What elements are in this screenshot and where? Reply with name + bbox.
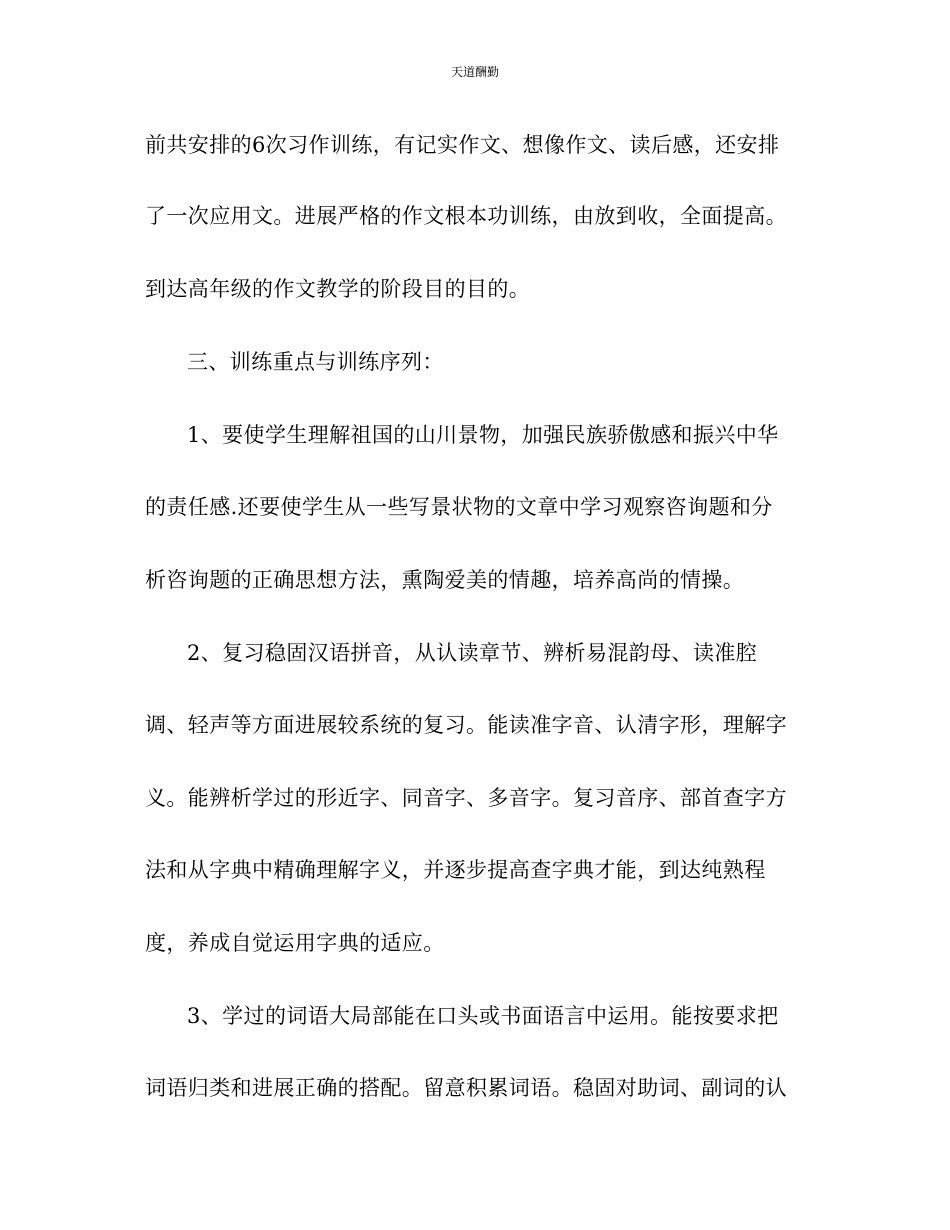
section-heading: 三、训练重点与训练序列： bbox=[187, 350, 444, 374]
text-line: 词语归类和进展正确的搭配。留意积累词语。稳固对助词、副词的认 bbox=[145, 1076, 787, 1100]
page-header: 天道酬勤 bbox=[450, 65, 499, 79]
text-line: 义。能辨析学过的形近字、同音字、多音字。复习音序、部首查字方 bbox=[145, 786, 787, 810]
text-line: 法和从字典中精确理解字义，并逐步提高查字典才能，到达纯熟程 bbox=[145, 858, 766, 882]
text-line: 了一次应用文。进展严格的作文根本功训练，由放到收，全面提高。 bbox=[145, 204, 787, 228]
text-line: 前共安排的6次习作训练，有记实作文、想像作文、读后感，还安排 bbox=[145, 133, 780, 157]
text-line: 3、学过的词语大局部能在口头或书面语言中运用。能按要求把 bbox=[187, 1004, 779, 1028]
text-line: 1、要使学生理解祖国的山川景物，加强民族骄傲感和振兴中华 bbox=[187, 423, 779, 447]
text-line: 调、轻声等方面进展较系统的复习。能读准字音、认清字形，理解字 bbox=[145, 713, 787, 737]
text-line: 到达高年级的作文教学的阶段目的目的。 bbox=[145, 277, 531, 301]
text-line: 析咨询题的正确思想方法，熏陶爱美的情趣，培养高尚的情操。 bbox=[145, 568, 745, 592]
text-line: 2、复习稳固汉语拼音，从认读章节、辨析易混韵母、读准腔 bbox=[187, 641, 758, 665]
text-line: 的责任感.还要使学生从一些写景状物的文章中学习观察咨询题和分 bbox=[145, 495, 773, 519]
text-line: 度，养成自觉运用字典的适应。 bbox=[145, 931, 445, 955]
